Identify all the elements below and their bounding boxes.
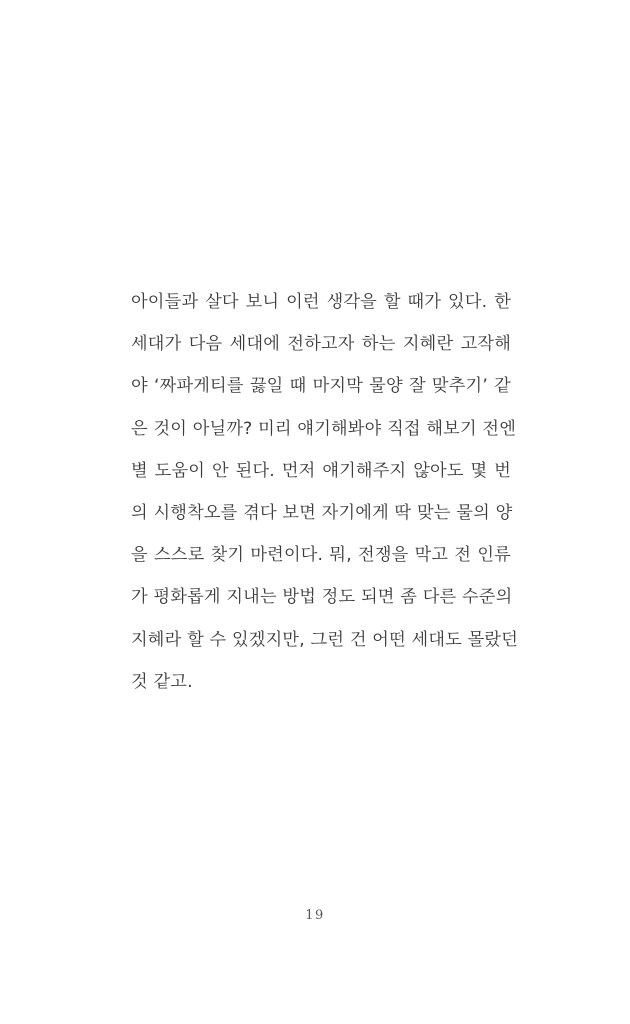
paragraph-line-7: 을 스스로 찾기 마련이다. 뭐, 전쟁을 막고 전 인류: [131, 545, 511, 566]
paragraph-line-2: 세대가 다음 세대에 전하고자 하는 지혜란 고작해: [131, 334, 511, 355]
paragraph-line-6: 의 시행착오를 겪다 보면 자기에게 딱 맞는 물의 양: [131, 502, 513, 523]
paragraph-line-9: 지혜라 할 수 있겠지만, 그런 건 어떤 세대도 몰랐던: [131, 629, 519, 650]
paragraph-line-8: 가 평화롭게 지내는 방법 정도 되면 좀 다른 수준의: [131, 587, 513, 608]
paragraph-line-3: 야 ‘짜파게티를 끓일 때 마지막 물양 잘 맞추기’ 같: [131, 376, 511, 397]
body-paragraph: [131, 287, 519, 709]
paragraph-line-1: 아이들과 살다 보니 이런 생각을 할 때가 있다. 한: [131, 292, 511, 312]
paragraph-line-10: 것 같고.: [131, 671, 193, 692]
paragraph-line-4: 은 것이 아닐까? 미리 얘기해봐야 직접 해보기 전엔: [131, 418, 517, 439]
page-number: 19: [305, 908, 325, 923]
paragraph-line-5: 별 도움이 안 된다. 먼저 얘기해주지 않아도 몇 번: [131, 460, 511, 481]
